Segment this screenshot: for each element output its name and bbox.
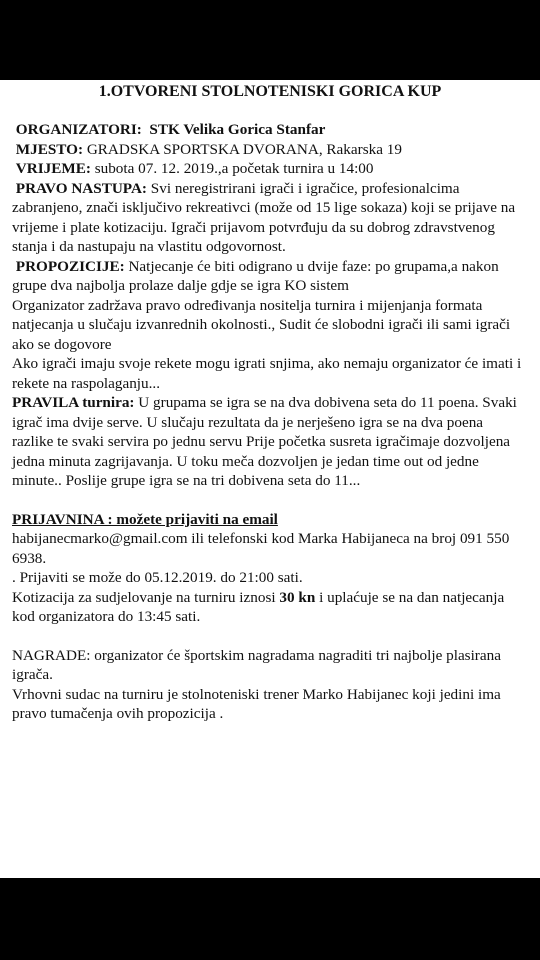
- kotizacija-after: i uplaćuje se na dan natjecanja kod organizatora do 13:45 sati.: [12, 588, 505, 625]
- pravila-label: PRAVILA turnira:: [12, 394, 135, 411]
- pravila-text: U grupama se igra se na dva dobivena seta do 11 poena. Svaki igrač ima dvije serve. U slučaju rezultata da je nerješeno igra se na dva poena razlike te svaki servira po jednu servu Prije početka susreta igračimaje dozvoljena jedna minuta zagrijavanja. U toku meča dozvoljen je jedan time out od jedne minute.. Poslije grupe igra se na tri dobivena seta do 11...: [12, 394, 517, 489]
- pravo-nastupa-paragraph: [12, 179, 526, 257]
- kotizacija-paragraph: [12, 588, 526, 627]
- propozicije-text: Natjecanje će biti odigrano u dvije faze: po grupama,a nakon grupe dva najbolja prolaze dalje gdje se igra KO sistem: [12, 257, 499, 294]
- pravo-nastupa-text: Svi neregistrirani igrači i igračice, profesionalcima zabranjeno, znači isključivo rekreativci (može od 15 lige sokaza) koji se prijave na vrijeme i plate kotizaciju. Igrači prijavom potvrđuju da su dobrog zdravstvenog stanja i da nastupaju na vlastitu odgovornost.: [12, 179, 516, 255]
- organizatori-label: ORGANIZATORI:: [15, 121, 142, 138]
- mjesto-label: MJESTO:: [15, 140, 84, 158]
- kotizacija-amount: 30 kn: [279, 588, 316, 606]
- spacer: [12, 627, 526, 646]
- document-title: 1.OTVORENI STOLNOTENISKI GORICA KUP: [98, 83, 442, 100]
- sudac-paragraph: Vrhovni sudac na turniru je stolnoteniski trener Marko Habijanec koji jedini ima pravo tumačenja ovih propozicija .: [12, 685, 501, 722]
- rekete-paragraph: Ako igrači imaju svoje rekete mogu igrati snjima, ako nemaju organizator će imati i rekete na raspolaganju...: [12, 355, 522, 392]
- organizatori-value: STK Velika Gorica Stanfar: [149, 121, 326, 138]
- mjesto-value: GRADSKA SPORTSKA DVORANA, Rakarska 19: [86, 140, 402, 158]
- pravila-paragraph: [12, 393, 526, 491]
- prijavnina-contact: habijanecmarko@gmail.com ili telefonski kod Marka Habijaneca na broj 091 550 6938.: [12, 530, 510, 567]
- document-page: [0, 80, 540, 878]
- nagrade-paragraph: NAGRADE: organizator će športskim nagradama nagraditi tri najbolje plasirana igrača.: [12, 646, 501, 683]
- propozicije-paragraph: [12, 257, 526, 296]
- vrijeme-label: VRIJEME:: [15, 160, 91, 177]
- pravo-nastupa-label: PRAVO NASTUPA:: [15, 179, 147, 197]
- kotizacija-before: Kotizacija za sudjelovanje na turniru iznosi: [12, 588, 280, 606]
- prijavnina-heading: PRIJAVNINA : možete prijaviti na email: [12, 510, 278, 528]
- prijavnina-deadline: . Prijaviti se može do 05.12.2019. do 21:00 sati.: [12, 569, 303, 586]
- vrijeme-line: [12, 159, 526, 179]
- mjesto-line: [12, 140, 526, 160]
- organizator-paragraph: Organizator zadržava pravo određivanja nositelja turnira i mijenjanja formata natjecanja u slučaju izvanrednih okolnosti., Sudit će slobodni igrači ili sami igrači ako se dogovore: [12, 296, 511, 353]
- vrijeme-value: subota 07. 12. 2019.,a početak turnira u 14:00: [94, 160, 374, 177]
- propozicije-label: PROPOZICIJE:: [15, 257, 125, 275]
- document-body: [12, 120, 526, 724]
- organizatori-line: [12, 120, 526, 140]
- spacer: [12, 491, 526, 510]
